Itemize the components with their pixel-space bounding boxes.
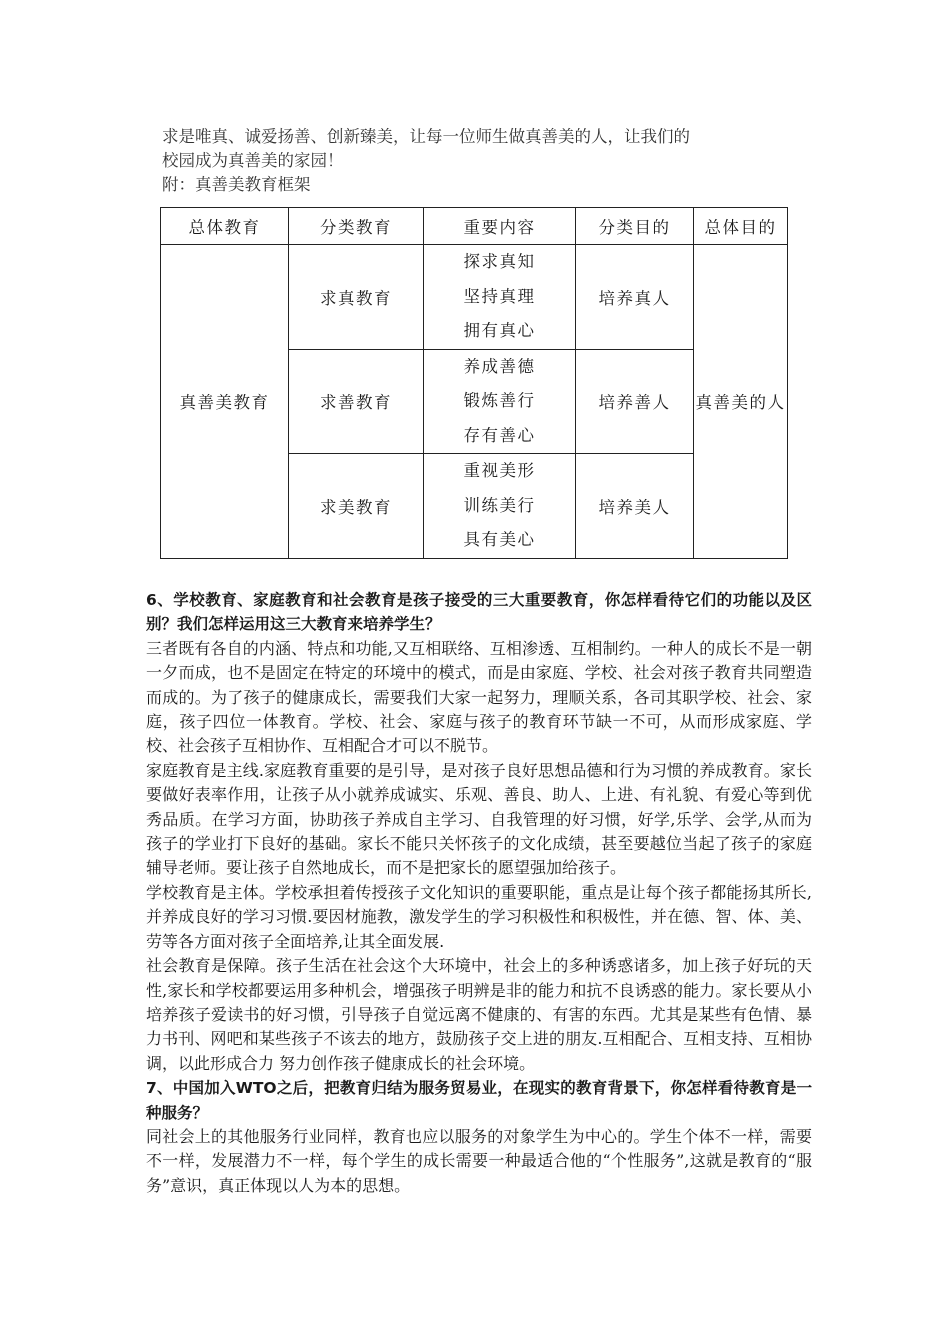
header-overall-education: 总体教育 <box>161 208 289 245</box>
cell-goal: 培养真人 <box>576 245 694 350</box>
document-body <box>146 588 812 1198</box>
cell-contents <box>424 245 576 350</box>
cell-overall-education: 真善美教育 <box>161 245 289 559</box>
cell-category: 求善教育 <box>289 349 424 454</box>
paragraph: 家庭教育是主线.家庭教育重要的是引导，是对孩子良好思想品德和行为习惯的养成教育。家长要做好表率作用，让孩子从小就养成诚实、乐观、善良、助人、上进、有礼貌、有爱心等到优秀品质。在学习方面，协助孩子养成自主学习、自我管理的好习惯，好学,乐学、会学,从而为孩子的学业打下良好的基础。家长不能只关怀孩子的文化成绩，甚至要越位当起了孩子的家庭辅导老师。要让孩子自然地成长，而不是把家长的愿望强加给孩子。 <box>146 760 812 878</box>
content-item: 拥有真心 <box>463 321 536 340</box>
cell-goal: 培养美人 <box>576 454 694 559</box>
intro-text <box>162 125 802 197</box>
paragraph: 社会教育是保障。孩子生活在社会这个大环境中，社会上的多种诱惑诸多，加上孩子好玩的天性,家长和学校都要运用多种机会，增强孩子明辨是非的能力和抗不良诱惑的能力。家长要从小培养孩子爱读书的好习惯，引导孩子自觉远离不健康的、有害的东西。尤其是某些有色情、暴力书刊、网吧和某些孩子不该去的地方，鼓励孩子交上进的朋友.互相配合、互相支持、互相协调，以此形成合力 努力创作孩子健康成长的社会环境。 <box>146 956 812 1073</box>
paragraph: 三者既有各自的内涵、特点和功能,又互相联络、互相渗透、互相制约。一种人的成长不是一朝一夕而成，也不是固定在特定的环境中的模式，而是由家庭、学校、社会对孩子教育共同塑造而成的。为了孩子的健康成长，需要我们大家一起努力，理顺关系，各司其职学校、社会、家庭，孩子四位一体教育。学校、社会、家庭与孩子的教育环节缺一不可，从而形成家庭、学校、社会孩子互相协作、互相配合才可以不脱节。 <box>146 638 812 756</box>
question-7: 7、中国加入WTO之后，把教育归结为服务贸易业，在现实的教育背景下，你怎样看待教育是一种服务？ <box>146 1079 812 1122</box>
content-item: 养成善德 <box>463 356 536 376</box>
header-category-goal: 分类目的 <box>576 208 694 245</box>
paragraph: 学校教育是主体。学校承担着传授孩子文化知识的重要职能，重点是让每个孩子都能扬其所长,并养成良好的学习习惯.要因材施教，激发学生的学习积极性和积极性，并在德、智、体、美、劳等各方面对孩子全面培养,让其全面发展. <box>146 882 812 951</box>
intro-line-1: 求是唯真、诚爱扬善、创新臻美，让每一位师生做真善美的人，让我们的 <box>162 127 690 146</box>
content-item: 重视美形 <box>463 461 536 480</box>
cell-contents <box>424 349 576 454</box>
cell-overall-goal: 真善美的人 <box>694 245 788 559</box>
content-item: 具有美心 <box>463 530 536 549</box>
content-item: 探求真知 <box>463 252 536 271</box>
cell-goal: 培养善人 <box>576 349 694 454</box>
content-item: 训练美行 <box>463 495 536 515</box>
paragraph: 同社会上的其他服务行业同样，教育也应以服务的对象学生为中心的。学生个体不一样，需要不一样，发展潜力不一样，每个学生的成长需要一种最适合他的“个性服务”,这就是教育的“服务”意识，真正体现以人为本的思想。 <box>146 1126 812 1195</box>
header-overall-goal: 总体目的 <box>694 208 788 245</box>
cell-category: 求美教育 <box>289 454 424 559</box>
intro-line-2: 校园成为真善美的家园！ <box>162 151 344 170</box>
table-header-row <box>161 208 788 245</box>
content-item: 锻炼善行 <box>463 391 536 410</box>
content-item: 坚持真理 <box>463 286 536 306</box>
content-item: 存有善心 <box>463 425 536 445</box>
cell-contents <box>424 454 576 559</box>
cell-category: 求真教育 <box>289 245 424 350</box>
header-category-education: 分类教育 <box>289 208 424 245</box>
framework-table <box>160 207 788 559</box>
header-key-content: 重要内容 <box>424 208 576 245</box>
appendix-title: 附：真善美教育框架 <box>162 175 311 194</box>
table-row <box>161 245 788 350</box>
question-6: 6、学校教育、家庭教育和社会教育是孩子接受的三大重要教育，你怎样看待它们的功能以及区别？我们怎样运用这三大教育来培养学生？ <box>146 591 812 634</box>
